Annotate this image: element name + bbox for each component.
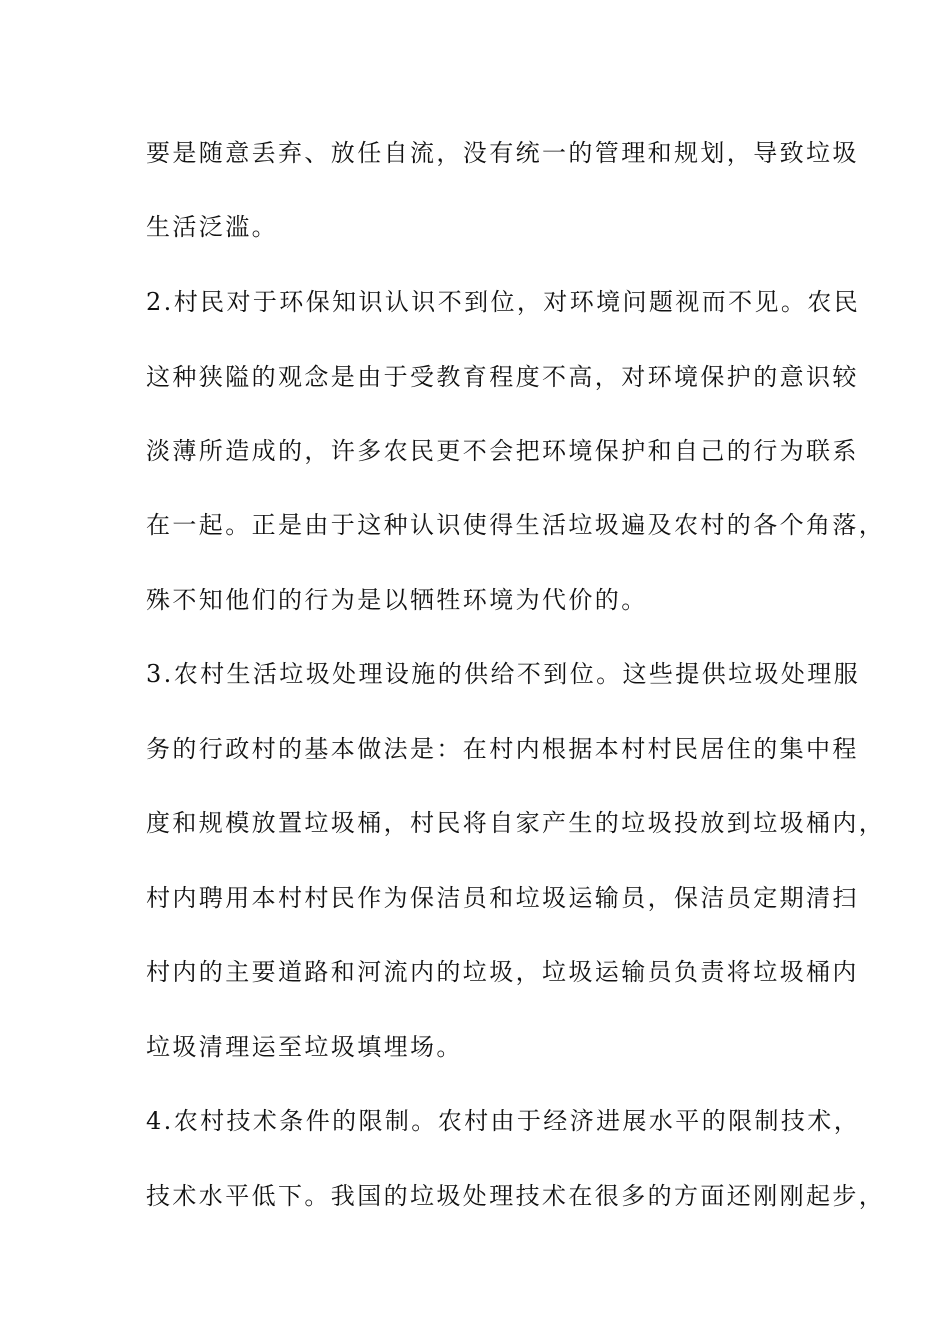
text-line: 在一起。正是由于这种认识使得生活垃圾遍及农村的各个角落， [146, 511, 886, 539]
text-line: 要是随意丢弃、放任自流，没有统一的管理和规划，导致垃圾 [146, 139, 859, 167]
text-line: 垃圾清理运至垃圾填埋场。 [146, 1033, 463, 1061]
text-line: 村内聘用本村村民作为保洁员和垃圾运输员，保洁员定期清扫 [146, 884, 859, 912]
text-line: 淡薄所造成的，许多农民更不会把环境保护和自己的行为联系 [146, 437, 859, 465]
text-line: 4.农村技术条件的限制。农村由于经济进展水平的限制技术， [146, 1107, 861, 1135]
text-line: 技术水平低下。我国的垃圾处理技术在很多的方面还刚刚起步， [146, 1182, 886, 1210]
text-line: 3.农村生活垃圾处理设施的供给不到位。这些提供垃圾处理服 [146, 660, 861, 688]
text-line: 这种狭隘的观念是由于受教育程度不高，对环境保护的意识较 [146, 363, 859, 391]
text-line: 度和规模放置垃圾桶，村民将自家产生的垃圾投放到垃圾桶内， [146, 809, 886, 837]
text-line: 生活泛滥。 [146, 213, 278, 241]
text-line: 殊不知他们的行为是以牺牲环境为代价的。 [146, 586, 648, 614]
text-line: 2.村民对于环保知识认识不到位，对环境问题视而不见。农民 [146, 288, 861, 316]
text-line: 村内的主要道路和河流内的垃圾，垃圾运输员负责将垃圾桶内 [146, 958, 859, 986]
text-line: 务的行政村的基本做法是：在村内根据本村村民居住的集中程 [146, 735, 859, 763]
